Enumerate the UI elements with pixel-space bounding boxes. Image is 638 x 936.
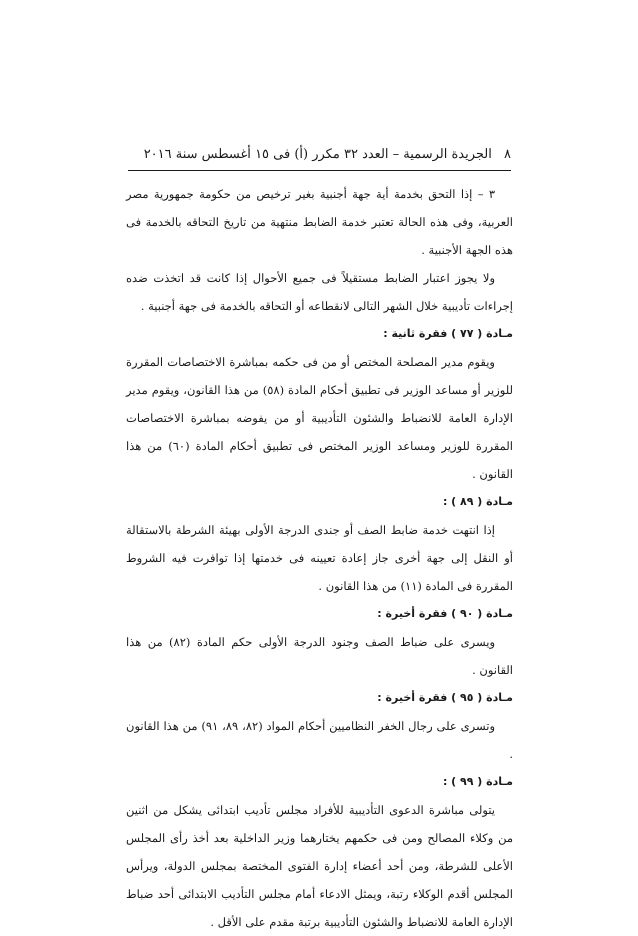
paragraph-resignation: ولا يجوز اعتبار الضابط مستقيلاً فى جميع الأحوال إذا كانت قد اتخذت ضده إجراءات تأديبية خلال الشهر التالى لانقطاعه أو التحاقه بالخدمة فى جهة أجنبية . — [126, 271, 513, 313]
gazette-title: الجريدة الرسمية – العدد ٣٢ مكرر (أ) فى ١٥ أغسطس سنة ٢٠١٦ — [143, 147, 492, 162]
paragraph-article-77: ويقوم مدير المصلحة المختص أو من فى حكمه بمباشرة الاختصاصات المقررة للوزير أو مساعد الوزير فى تطبيق أحكام المادة (٥٨) من هذا القانون، ويقوم مدير الإدارة العامة للانضباط والشئون التأديبية أو من يفوضه بمباشرة الاختصاصات المقررة للوزير ومساعد الوزير المختص فى تطبيق أحكام المادة (٦٠) من هذا القانون . — [126, 355, 514, 481]
article-heading-90: مـادة ( ٩٠ ) فقرة أخيرة : — [377, 607, 513, 620]
page-header — [128, 146, 511, 164]
paragraph-clause-3: ٣ – إذا التحق بخدمة أية جهة أجنبية بغير ترخيص من حكومة جمهورية مصر العربية، وفى هذه الحالة تعتبر خدمة الضابط منتهية من تاريخ التحاقه بالخدمة فى هذه الجهة الأجنبية . — [126, 187, 513, 257]
document-body — [126, 180, 513, 936]
paragraph-article-95: وتسرى على رجال الخفر النظاميين أحكام المواد (٨٢، ٨٩، ٩١) من هذا القانون . — [126, 719, 513, 761]
article-heading-89: مـادة ( ٨٩ ) : — [442, 495, 513, 508]
article-heading-77: مـادة ( ٧٧ ) فقرة ثانية : — [383, 327, 513, 340]
paragraph-article-90: ويسرى على ضباط الصف وجنود الدرجة الأولى حكم المادة (٨٢) من هذا القانون . — [126, 635, 513, 677]
header-divider — [128, 170, 511, 171]
paragraph-article-99: يتولى مباشرة الدعوى التأديبية للأفراد مجلس تأديب ابتدائى يشكل من اثنين من وكلاء المصالح ومن فى حكمهم يختارهما وزير الداخلية بعد أخذ رأى المجلس الأعلى للشرطة، ومن أحد أعضاء إدارة الفتوى المختصة بمجلس الدولة، ويرأس المجلس أقدم الوكلاء رتبة، ويمثل الادعاء أمام مجلس التأديب الابتدائى أحد ضباط الإدارة العامة للانضباط والشئون التأديبية برتبة مقدم على الأقل . — [126, 803, 513, 929]
page-number: ٨ — [504, 147, 511, 162]
article-heading-95: مـادة ( ٩٥ ) فقرة أخيرة : — [377, 691, 513, 704]
article-heading-99: مـادة ( ٩٩ ) : — [442, 775, 513, 788]
paragraph-article-89: إذا انتهت خدمة ضابط الصف أو جندى الدرجة الأولى بهيئة الشرطة بالاستقالة أو النقل إلى جهة أخرى جاز إعادة تعيينه فى خدمتها إذا توافرت فيه الشروط المقررة فى المادة (١١) من هذا القانون . — [126, 523, 513, 593]
